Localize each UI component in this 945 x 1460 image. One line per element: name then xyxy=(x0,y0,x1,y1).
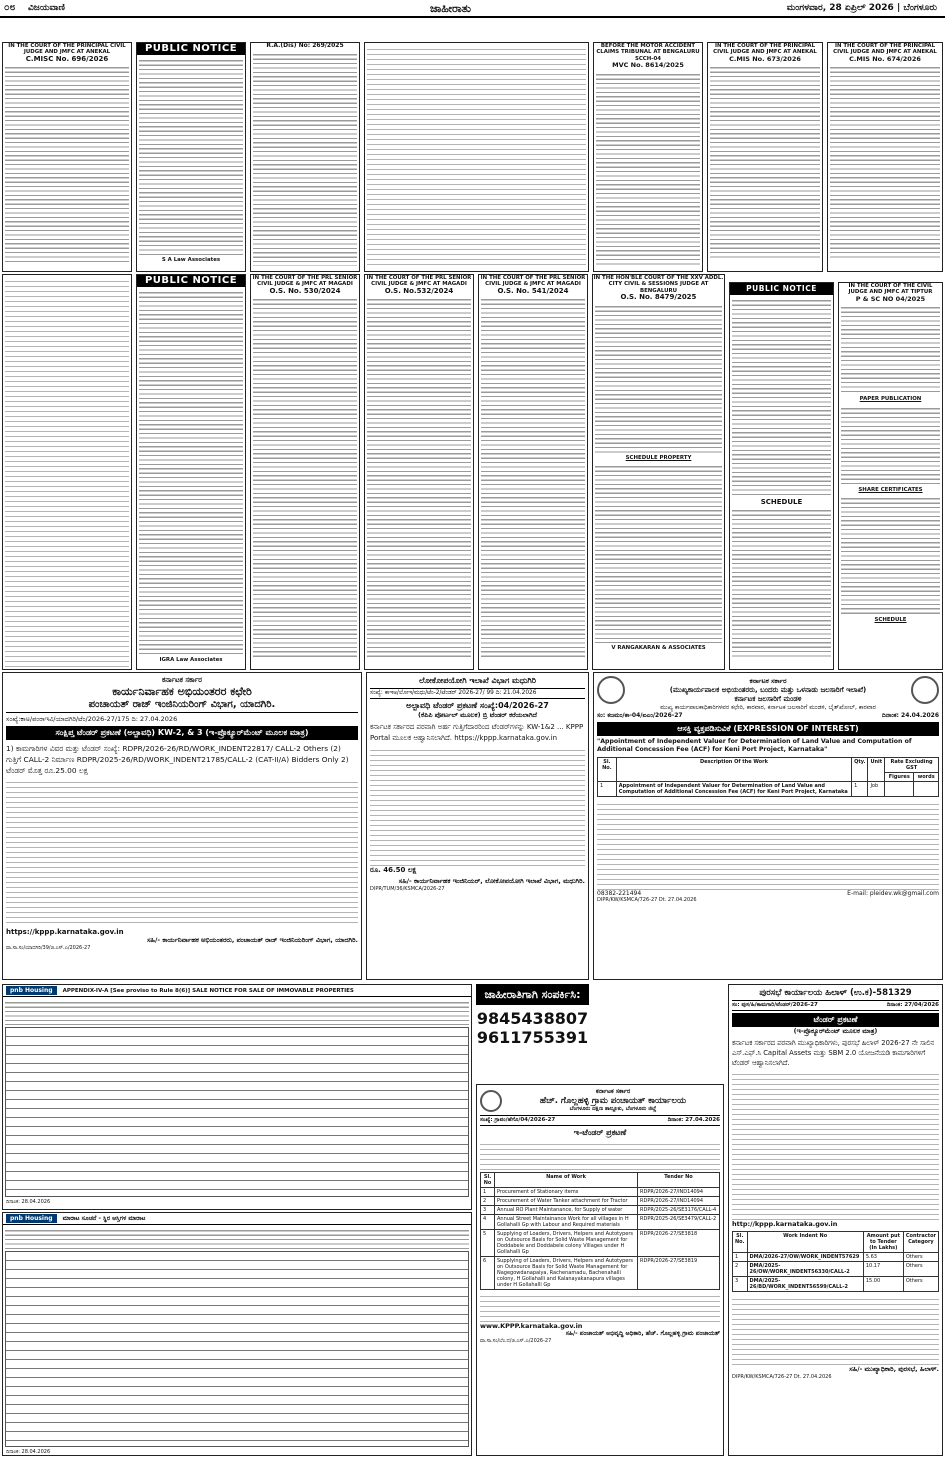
cell-work: Procurement of Water Tanker attachment for Tractor xyxy=(495,1197,638,1206)
signature: ಸಹಿ/- ಮುಖ್ಯಾಧಿಕಾರಿ, ಪುರಸಭೆ, ಹಿಲಾಳ್. xyxy=(849,1365,939,1373)
cell-sl: 4 xyxy=(481,1215,495,1230)
notice-title: APPENDIX-IV-A [See proviso to Rule 8(6)] SALE NOTICE FOR SALE OF IMMOVABLE PROPERTIES xyxy=(62,987,354,994)
case-number: O.S. No.532/2024 xyxy=(384,286,454,295)
notice-title: IN THE COURT OF THE PRL SENIOR CIVIL JUDGE & JMFC AT MAGADI xyxy=(366,275,472,288)
col-amount: Amount put to Tender (In Lakhs) xyxy=(863,1232,903,1253)
page-number: ೦೮ xyxy=(4,2,16,13)
court-notice-ccc-8479 xyxy=(592,274,725,670)
property-table xyxy=(5,1251,469,1447)
tender-body-rest xyxy=(6,778,358,926)
notice-body xyxy=(710,64,820,260)
reference-number: ಸಂಖ್ಯೆ: ಗ್ರಾಪಂ/ಹೆಗೊ/04/2026-27 xyxy=(480,1117,556,1123)
case-number: MVC No. 8614/2025 xyxy=(612,61,684,70)
notice-body xyxy=(139,289,243,655)
page-header xyxy=(0,0,945,18)
pnb-logo: pnb Housing xyxy=(6,986,57,995)
notice-signature: S A Law Associates xyxy=(161,257,221,263)
table-row xyxy=(598,782,939,797)
cell-sl: 3 xyxy=(733,1277,748,1292)
office-name-2: ಕರ್ನಾಟಕ ಜಲಸಾರಿಗೆ ಮಂಡಳಿ xyxy=(734,694,802,703)
notice-title: IN THE COURT OF THE PRINCIPAL CIVIL JUDGE AND JMFC AT ANEKAL xyxy=(713,43,817,56)
court-notice-magadi-530 xyxy=(250,274,360,670)
cell-work: Procurement of Stationary items xyxy=(495,1188,638,1197)
kannada-court-notice xyxy=(364,42,589,272)
schedule-heading: SCHEDULE xyxy=(760,498,803,506)
gp-e-tender xyxy=(476,1084,724,1456)
office-name: ಕಾರ್ಯನಿರ್ವಾಹಕ ಅಭಿಯಂತರರ ಕಛೇರಿ xyxy=(112,685,252,698)
cell-desc: Appointment of Independent Valuer for Determination of Land Value and Computation of Additional Concession Fee (ACF) for Keni Port Project, Karnataka xyxy=(616,782,851,797)
pnb-sale-notice-2 xyxy=(2,1212,472,1456)
reference-number: ಸಂಖ್ಯೆ:ಕಾಅ/ಪಂರಾಇವಿ/ಯಾದಗಿರಿ/ಟೆಂ/2026-27/175 ದಿ: 27.04.2026 xyxy=(6,712,358,724)
tender-footer xyxy=(732,1295,939,1365)
notice-date: ದಿನಾಂಕ: 28.04.2026 xyxy=(6,1449,51,1455)
col-tender-no: Tender No xyxy=(638,1173,720,1188)
portal-link[interactable]: www.KPPP.karnataka.gov.in xyxy=(480,1322,583,1330)
ad-phone-2[interactable]: 9611755391 xyxy=(476,1028,589,1047)
eoi-body xyxy=(597,800,939,890)
table-row xyxy=(481,1230,720,1257)
table-row xyxy=(481,1206,720,1215)
cell-sl: 1 xyxy=(598,782,617,797)
share-heading: SHARE CERTIFICATES xyxy=(858,486,923,493)
notice-date: ದಿನಾಂಕ: 28.04.2026 xyxy=(6,1199,51,1205)
mact-notice-8614 xyxy=(593,42,703,272)
notice-body xyxy=(5,64,129,264)
ad-phone-1[interactable]: 9845438807 xyxy=(476,1009,589,1028)
cell-tender-no: RDPR/2026-27/IND14094 xyxy=(638,1197,720,1206)
cell-category: Others xyxy=(903,1262,938,1277)
tender-subheading: (ಇ-ಪ್ರೊಕ್ಯೂರ್‌ಮೆಂಟ್ ಮೂಲಕ ಮಾತ್ರ) xyxy=(793,1027,878,1035)
notice-title: BEFORE THE MOTOR ACCIDENT CLAIMS TRIBUNAL AT BENGALURU SCCH-04 xyxy=(596,43,700,62)
tender-heading: ಇ-ಟೆಂಡರ್ ಪ್ರಕಟಣೆ xyxy=(573,1128,627,1137)
cell-work: Annual RO Plant Maintanance, for Supply of water xyxy=(495,1206,638,1215)
table-row xyxy=(481,1257,720,1290)
col-work: Name of Work xyxy=(495,1173,638,1188)
phone-number: 08382-221494 xyxy=(597,890,642,897)
tender-heading: ಟೆಂಡರ್ ಪ್ರಕಟಣೆ xyxy=(732,1013,939,1027)
case-number: P & SC NO 04/2025 xyxy=(855,294,926,303)
cell-work: Supplying of Loaders, Drivers, Helpers and Autotypers on Outsource Basis for Solid Waste Management for Nagegowdanapalya, Rachenamadu, Bachenahalli colony, H Gollahalli and Kalanayakanapura villages under H Gollahalli Gp xyxy=(495,1257,638,1290)
cell-work: DMA/2026-27/OW/WORK_INDENT57629 xyxy=(747,1253,863,1262)
notice-intro xyxy=(5,1227,469,1249)
notice-title: PUBLIC NOTICE xyxy=(730,283,833,295)
cell-amount: 10.17 xyxy=(863,1262,903,1277)
col-sl: Sl. No xyxy=(481,1173,495,1188)
cell-tender-no: RDPR/2026-27/SE3819 xyxy=(638,1257,720,1290)
case-number: O.S. No. 530/2024 xyxy=(269,286,341,295)
issue-date: ಮಂಗಳವಾರ, 28 ಏಪ್ರಿಲ್ 2026 | ಬೆಂಗಳೂರು xyxy=(786,3,937,13)
col-words: words xyxy=(914,773,939,782)
notice-body xyxy=(367,296,471,658)
office-name: ಹೆಚ್. ಗೊಲ್ಲಹಳ್ಳಿ ಗ್ರಾಮ ಪಂಚಾಯತ್ ಕಾರ್ಯಾಲಯ xyxy=(539,1096,687,1106)
section-title: ಜಾಹೀರಾತು xyxy=(430,2,472,15)
notice-body-2 xyxy=(841,405,940,485)
table-row xyxy=(733,1262,939,1277)
schedule-heading: SCHEDULE xyxy=(874,617,907,624)
table-row xyxy=(481,1215,720,1230)
public-notice-igra xyxy=(136,274,246,670)
office-sub: ಬೆಂಗಳೂರು ದಕ್ಷಿಣ ತಾಲ್ಲೂಕು, ಬೆಂಗಳೂರು ಜಿಲ್ಲೆ xyxy=(569,1106,657,1112)
court-notice-anekal-673 xyxy=(707,42,823,272)
cell-tender-no: RDPR/2026-27/SE3818 xyxy=(638,1230,720,1257)
schedule-body xyxy=(595,463,722,643)
advocate-address: V RANGAKARAN & ASSOCIATES xyxy=(611,645,706,652)
tender-footer xyxy=(480,1292,720,1322)
portal-link[interactable]: https://kppp.karnataka.gov.in xyxy=(6,928,124,936)
office-name: ಲೋಕೋಪಯೋಗಿ ಇಲಾಖೆ ವಿಭಾಗ ಮಧುಗಿರಿ xyxy=(419,676,536,685)
cell-work: Supplying of Loaders, Drivers, Helpers and Autotypers on Outsource Basis for Solid Waste Management for Doddabele and Doddabele colony Villages under H Gollahalli Gp xyxy=(495,1230,638,1257)
office-name: ಪುರಸಭೆ ಕಾರ್ಯಾಲಯ ಹಿಲಾಳ್ (ಉ.ಕ)-581329 xyxy=(759,988,912,998)
notice-title: PUBLIC NOTICE xyxy=(137,43,245,55)
cell-work: Annual Street Maintainance Work for all villages in H Gollahalli Gp with Labour and Required materials xyxy=(495,1215,638,1230)
notice-title: IN THE HON'BLE COURT OF THE XXV ADDL. CITY CIVIL & SESSIONS JUDGE AT BENGALURU xyxy=(593,275,724,294)
col-qty: Qty. xyxy=(852,758,868,782)
table-row xyxy=(733,1277,939,1292)
tender-body: 1) ಕಾಮಗಾರಿಗಳ ವಿವರ ಮತ್ತು ಟೆಂಡರ್ ಸಂಖ್ಯೆ: RDPR/2026-26/RD/WORK_INDENT22817/ CALL-2 Others (2) ಗುತ್ತಿಗೆ CALL-2 ನಿರ್ಮಾಣ RDPR/2025-26/RD/WORK_INDENT21785/CALL-2 (CAT-II/A) Bidders Only 2) ಟೆಂಡರ್ ಮೊತ್ತ ರೂ.25.00 ಲಕ್ಷ xyxy=(6,744,349,775)
tender-subheading: (ಕೆಪಿಪಿ ಪೋರ್ಟಲ್ ಮೂಲಕ) ಬ್ರಿ ಟೆಂಡರ್ ಕರೆಯಲಾಗಿದೆ xyxy=(418,711,537,719)
notice-body xyxy=(253,51,357,266)
cell-sl: 3 xyxy=(481,1206,495,1215)
municipality-tender xyxy=(728,984,943,1456)
table-row xyxy=(733,1253,939,1262)
cell-tender-no: RDPR/2025-26/SE3176/CALL-4 xyxy=(638,1206,720,1215)
cell-category: Others xyxy=(903,1253,938,1262)
case-number: C.MISC No. 696/2026 xyxy=(25,54,109,63)
tender-yadagiri xyxy=(2,672,362,980)
eoi-heading: ಆಸಕ್ತಿ ವ್ಯಕ್ತಪಡಿಸುವಿಕೆ (EXPRESSION OF INTEREST) xyxy=(597,722,939,736)
cell-words xyxy=(914,782,939,797)
gov-label: ಕರ್ನಾಟಕ ಸರ್ಕಾರ xyxy=(749,676,787,685)
cell-qty: 1 xyxy=(852,782,868,797)
cell-unit: Job xyxy=(868,782,885,797)
court-notice-anekal-674 xyxy=(827,42,943,272)
ad-contact-box xyxy=(476,984,589,1080)
tender-body: ಕರ್ನಾಟಕ ಸರ್ಕಾರದ ಪರವಾಗಿ ಅರ್ಹ ಗುತ್ತಿಗೆದಾರರಿಂದ ಟೆಂಡರ್‌ಗಳನ್ನು KW-1&2 ... KPPP Portal ಮೂಲಕ ಆಹ್ವಾನಿಸಲಾಗಿದೆ. https://kppp.karnataka.gov.in xyxy=(370,723,584,742)
office-name: (ಮುಖ್ಯಕಾರ್ಯಪಾಲಕ ಅಭಿಯಂತರರು, ಬಂದರು ಮತ್ತು ಒಳನಾಡು ಜಲಸಾರಿಗೆ ಇಲಾಖೆ) xyxy=(669,685,867,694)
emblem-icon xyxy=(480,1090,502,1112)
cell-amount: 5.63 xyxy=(863,1253,903,1262)
case-number: R.A.(Dis) No: 269/2025 xyxy=(266,42,344,49)
eoi-table xyxy=(597,757,939,797)
dipr-code: DIPR/KW/KSMCA/726-27 Dt. 27.04.2026 xyxy=(597,897,697,903)
col-rate: Rate Excluding GST xyxy=(885,758,939,773)
eoi-karwar xyxy=(593,672,943,980)
notice-body xyxy=(139,57,243,255)
dipr-code: ವಾ.ಸಾ.ಸಂ/ಬೆಂ.ದ/ಜಿ.ಎಸ್.ಎ/2026-27 xyxy=(480,1338,552,1344)
public-notice-sa-law xyxy=(136,42,246,272)
cell-work: DMA/2025-26/BD/WORK_INDENT56599/CALL-2 xyxy=(747,1277,863,1292)
notice-body xyxy=(596,71,700,267)
eoi-lead: "Appointment of Independent Valuer for Determination of Land Value and Computation of Additional Concession Fee (ACF) for Keni Port Project, Karnataka" xyxy=(597,738,912,753)
notice-body xyxy=(830,64,940,260)
dipr-code: DIPR/TUM/36/KSMCA/2026-27 xyxy=(370,886,445,892)
public-notice-right xyxy=(729,282,834,670)
cell-sl: 1 xyxy=(481,1188,495,1197)
muni-tender-table xyxy=(732,1231,939,1292)
col-unit: Unit xyxy=(868,758,885,782)
notice-body xyxy=(367,45,586,269)
dept-name: ಪಂಚಾಯತ್ ರಾಜ್ ಇಂಜಿನಿಯರಿಂಗ್ ವಿಭಾಗ, ಯಾದಗಿರಿ. xyxy=(88,699,276,710)
case-number: C.MIS No. 673/2026 xyxy=(729,54,801,63)
table-row xyxy=(481,1188,720,1197)
email-address[interactable]: E-mail: pleidev.wk@gmail.com xyxy=(847,890,939,897)
court-notice-ra-269 xyxy=(250,42,360,272)
reference-number: ಸಂ: ಕಜಮಂ/ಕಾ-04/ಐಎಂ/2026-27 xyxy=(597,712,683,719)
reference-number: ಸಂ: ಪುಸ/ಹಿ/ಕಾಮಗಾರಿ/ಟೆಂಡರ್/2026-27 xyxy=(732,1002,818,1008)
cell-sl: 6 xyxy=(481,1257,495,1290)
tender-heading: ಅಲ್ಪಾವಧಿ ಟೆಂಡರ್ ಪ್ರಕಟಣೆ ಸಂಖ್ಯೆ:04/2026-27 xyxy=(406,701,549,710)
cell-sl: 2 xyxy=(733,1262,748,1277)
tender-body: ಕರ್ನಾಟಕ ಸರ್ಕಾರದ ಪರವಾಗಿ ಮುಖ್ಯಾಧಿಕಾರಿಗಳು, ಪುರಸಭೆ ಹಿಲಾಳ್ 2026-27 ನೇ ಸಾಲಿನ ಎಸ್.ಎಫ್.ಸಿ Capital Assets ಮತ್ತು SBM 2.0 ಯೋಜನೆಯಡಿ ಕಾಮಗಾರಿಗಳಿಗೆ ಟೆಂಡರ್ ಆಹ್ವಾನಿಸಲಾಗಿದೆ. xyxy=(732,1039,935,1067)
cell-category: Others xyxy=(903,1277,938,1292)
ad-contact-label: ಜಾಹೀರಾತಿಗಾಗಿ ಸಂಪರ್ಕಿಸಿ: xyxy=(476,984,589,1005)
notice-title: IN THE COURT OF THE CIVIL JUDGE AND JMFC AT TIPTUR xyxy=(848,283,933,296)
notice-body xyxy=(5,277,129,667)
cell-tender-no: RDPR/2026-27/IND14094 xyxy=(638,1188,720,1197)
notice-body xyxy=(595,303,722,453)
port-logo-icon xyxy=(911,676,939,704)
notice-title: IN THE COURT OF THE PRINCIPAL CIVIL JUDGE AND JMFC AT ANEKAL xyxy=(833,43,937,56)
dipr-code: DIPR/KW/KSMCA/726-27 Dt. 27.04.2026 xyxy=(732,1374,832,1380)
cell-tender-no: RDPR/2025-26/SE3479/CALL-2 xyxy=(638,1215,720,1230)
notice-body xyxy=(732,297,831,497)
case-number: O.S. No. 8479/2025 xyxy=(620,293,697,302)
col-sl: Sl. No. xyxy=(598,758,617,782)
cell-work: DMA/2025-26/OW/WORK_INDENT56330/CALL-2 xyxy=(747,1262,863,1277)
cell-amount: 15.00 xyxy=(863,1277,903,1292)
sub-heading: PAPER PUBLICATION xyxy=(859,396,922,403)
notice-title: PUBLIC NOTICE xyxy=(137,275,245,287)
case-number: O.S. No. 541/2024 xyxy=(497,286,569,295)
notice-body xyxy=(841,304,940,394)
signature: ಸಹಿ/- ಕಾರ್ಯನಿರ್ವಾಹಕ ಇಂಜಿನಿಯರ್, ಲೋಕೋಪಯೋಗಿ ಇಲಾಖೆ ವಿಭಾಗ, ಮಧುಗಿರಿ. xyxy=(398,877,585,885)
court-notice-magadi-532 xyxy=(364,274,474,670)
notice-title: ಮಾರಾಟ ಸೂಚನೆ - ಸ್ಥಿರ ಆಸ್ತಿಗಳ ಮಾರಾಟ xyxy=(62,1214,146,1222)
tender-heading: ಸಂಕ್ಷಿಪ್ತ ಟೆಂಡರ್ ಪ್ರಕಟಣೆ (ಅಲ್ಪಾವಧಿ) KW-2, & 3 (ಇ-ಪ್ರೊಕ್ಯೂರ್‌ಮೆಂಟ್ ಮೂಲಕ ಮಾತ್ರ) xyxy=(6,726,358,740)
notice-body xyxy=(253,296,357,658)
col-figures: Figures xyxy=(885,773,914,782)
notice-date: ದಿನಾಂಕ: 27/04/2026 xyxy=(886,1002,939,1008)
court-notice-tiptur xyxy=(838,282,943,670)
gov-label: ಕರ್ನಾಟಕ ಸರ್ಕಾರ xyxy=(162,676,202,684)
col-sl: Sl. No. xyxy=(733,1232,748,1253)
notice-date: ದಿನಾಂಕ: 27.04.2026 xyxy=(667,1117,720,1123)
kannada-notice-left xyxy=(2,274,132,670)
gp-tender-table xyxy=(480,1172,720,1290)
emblem-icon xyxy=(597,676,625,704)
dipr-code: ವಾ.ಸಾ.ಸಂ/ಯಾದಗಿರಿ/39/ಜಿ.ಎಸ್.ಎ/2026-27 xyxy=(6,945,91,951)
pnb-sale-notice-1 xyxy=(2,984,472,1210)
case-number: C.MIS No. 674/2026 xyxy=(849,54,921,63)
portal-link[interactable]: http://kppp.karnataka.gov.in xyxy=(732,1220,838,1228)
notice-title: IN THE COURT OF THE PRINCIPAL CIVIL JUDGE AND JMFC AT ANEKAL xyxy=(8,43,126,56)
schedule-heading: SCHEDULE PROPERTY xyxy=(625,454,692,461)
tender-intro xyxy=(480,1140,720,1170)
gov-label: ಕರ್ನಾಟಕ ಸರ್ಕಾರ xyxy=(595,1088,631,1095)
tender-body-rest xyxy=(732,1070,939,1220)
notice-date: ದಿನಾಂಕ: 24.04.2026 xyxy=(881,712,939,719)
table-row xyxy=(481,1197,720,1206)
tender-amount: ರೂ. 46.50 ಲಕ್ಷ xyxy=(370,866,417,874)
notice-title: IN THE COURT OF THE PRL SENIOR CIVIL JUDGE & JMFC AT MAGADI xyxy=(480,275,586,288)
col-work: Work Indent No xyxy=(747,1232,863,1253)
col-category: Contractor Category xyxy=(903,1232,938,1253)
notice-signature: IGRA Law Associates xyxy=(159,657,223,663)
notice-title: IN THE COURT OF THE PRL SENIOR CIVIL JUDGE & JMFC AT MAGADI xyxy=(252,275,358,288)
office-address: ಮುಖ್ಯ ಕಾರ್ಯಪಾಲಕಾಧಿಕಾರಿಗಳವರ ಕಛೇರಿ, ಕಾರವಾರ, ಕರ್ನಾಟಕ ಜಲಸಾರಿಗೆ ಮಂಡಳಿ, ಬೈತ್‌ಖೋಲ್, ಕಾರವಾರ xyxy=(660,704,876,711)
cell-sl: 1 xyxy=(733,1253,748,1262)
tender-body-rest xyxy=(370,746,585,866)
newspaper-name: ವಿಜಯವಾಣಿ xyxy=(28,3,65,13)
cell-figures xyxy=(885,782,914,797)
signature: ಸಹಿ/- ಪಂಚಾಯತ್ ಅಭಿವೃದ್ಧಿ ಅಧಿಕಾರಿ, ಹೆಚ್. ಗೊಲ್ಲಹಳ್ಳಿ ಗ್ರಾಮ ಪಂಚಾಯತ್ xyxy=(565,1330,720,1337)
cell-sl: 5 xyxy=(481,1230,495,1257)
signature: ಸಹಿ/- ಕಾರ್ಯನಿರ್ವಾಹಕ ಅಭಿಯಂತರರು, ಪಂಚಾಯತ್ ರಾಜ್ ಇಂಜಿನಿಯರಿಂಗ್ ವಿಭಾಗ, ಯಾದಗಿರಿ. xyxy=(147,936,358,944)
schedule-body xyxy=(732,507,831,657)
pnb-logo: pnb Housing xyxy=(6,1214,57,1223)
notice-intro xyxy=(5,999,469,1025)
property-table xyxy=(5,1027,469,1197)
share-body xyxy=(841,495,940,615)
placeholder-none xyxy=(478,274,588,670)
court-notice-anekal-696 xyxy=(2,42,132,272)
reference-number: ಸಂಖ್ಯೆ: ಕಾಇಅ/ಲೋಇ/ಮಧು/ಟೆಂ-2/ಟೆಂಡರ್ 2026-27/ 99 ದಿ: 21.04.2026 xyxy=(370,688,585,699)
tender-madhugiri xyxy=(366,672,589,980)
col-desc: Description Of the Work xyxy=(616,758,851,782)
cell-sl: 2 xyxy=(481,1197,495,1206)
